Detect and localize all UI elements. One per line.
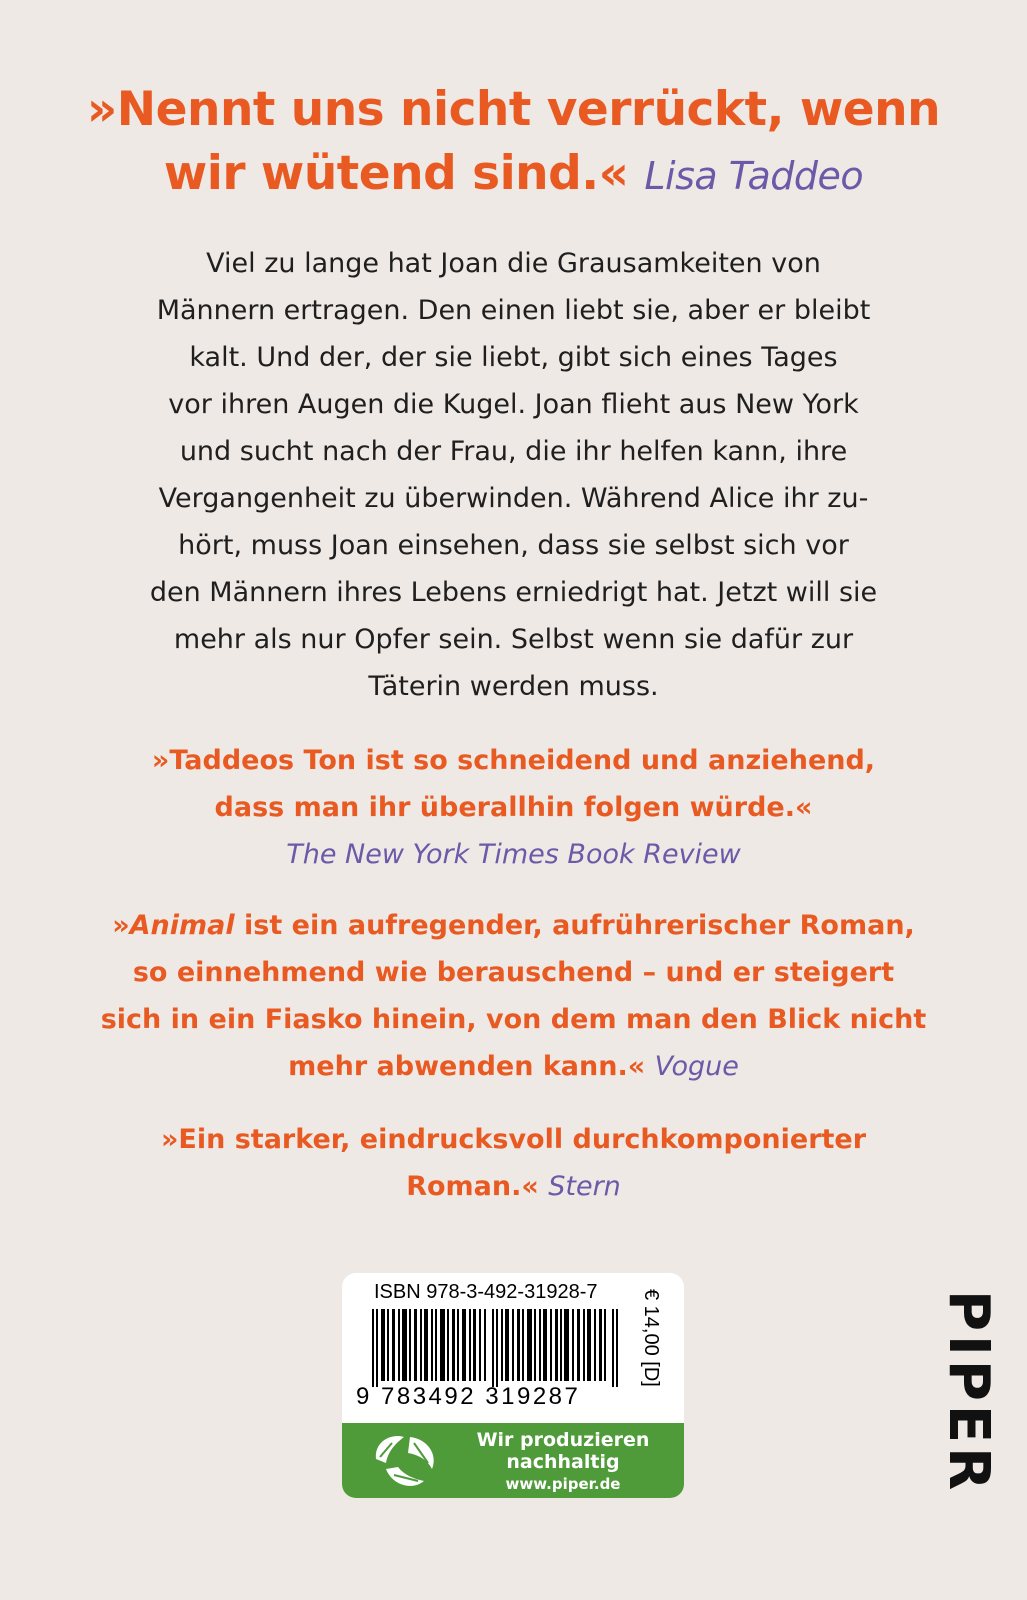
quote-line: mehr abwenden kann.« xyxy=(288,1051,646,1082)
blurb-line: und sucht nach der Frau, die ihr helfen kann, ihre xyxy=(179,436,848,467)
headline-line-2: wir wütend sind.« xyxy=(163,146,629,201)
blurb-line: hört, muss Joan einsehen, dass sie selbst sich vor xyxy=(178,530,849,561)
quote-open-mark: » xyxy=(112,910,130,941)
eco-line-1: Wir produzieren xyxy=(476,1429,650,1451)
quote-line: »Taddeos Ton ist so schneidend und anziehend, xyxy=(151,745,876,776)
blurb-line: Viel zu lange hat Joan die Grausamkeiten von xyxy=(206,248,821,279)
publisher-logo: PIPER xyxy=(936,1290,1001,1495)
price-label: € 14,00 [D] xyxy=(640,1289,662,1387)
headline-quote xyxy=(0,78,1027,208)
review-quote-nyt xyxy=(90,737,937,878)
blurb-line: Vergangenheit zu überwinden. Während Alice ihr zu- xyxy=(158,483,869,514)
quote-line: so einnehmend wie berauschend – und er steigert xyxy=(132,957,895,988)
book-title: Animal xyxy=(129,910,235,941)
headline-author: Lisa Taddeo xyxy=(644,154,864,198)
quote-source: The New York Times Book Review xyxy=(286,839,741,870)
review-quote-vogue xyxy=(90,902,937,1090)
barcode xyxy=(372,1309,624,1387)
ean-number: 9 783492 319287 xyxy=(356,1383,581,1410)
quote-source: Vogue xyxy=(654,1051,739,1082)
blurb-line: Täterin werden muss. xyxy=(368,671,659,702)
isbn-label: ISBN 978-3-492-31928-7 xyxy=(374,1281,598,1303)
isbn-barcode-box xyxy=(342,1273,684,1423)
eco-line-2: nachhaltig xyxy=(506,1451,620,1473)
blurb-line: Männern ertragen. Den einen liebt sie, aber er bleibt xyxy=(156,295,871,326)
blurb-line: den Männern ihres Lebens erniedrigt hat. Jetzt will sie xyxy=(149,577,878,608)
quote-source: Stern xyxy=(548,1171,621,1202)
review-quote-stern xyxy=(90,1116,937,1210)
blurb-text xyxy=(120,240,907,710)
sustainability-badge xyxy=(342,1423,684,1498)
quote-line: dass man ihr überallhin folgen würde.« xyxy=(214,792,813,823)
quote-line: »Ein starker, eindrucksvoll durchkomponierter xyxy=(160,1124,867,1155)
quote-line: sich in ein Fiasko hinein, von dem man den Blick nicht xyxy=(100,1004,927,1035)
quote-line: Roman.« xyxy=(406,1171,539,1202)
blurb-line: kalt. Und der, der sie liebt, gibt sich eines Tages xyxy=(189,342,838,373)
headline-line-1: »Nennt uns nicht verrückt, wenn xyxy=(86,82,941,137)
blurb-line: mehr als nur Opfer sein. Selbst wenn sie dafür zur xyxy=(173,624,854,655)
leaf-recycle-icon xyxy=(366,1429,446,1493)
blurb-line: vor ihren Augen die Kugel. Joan flieht aus New York xyxy=(168,389,859,420)
eco-url: www.piper.de xyxy=(505,1475,621,1493)
quote-line: ist ein aufregender, aufrührerischer Roman, xyxy=(234,910,915,941)
